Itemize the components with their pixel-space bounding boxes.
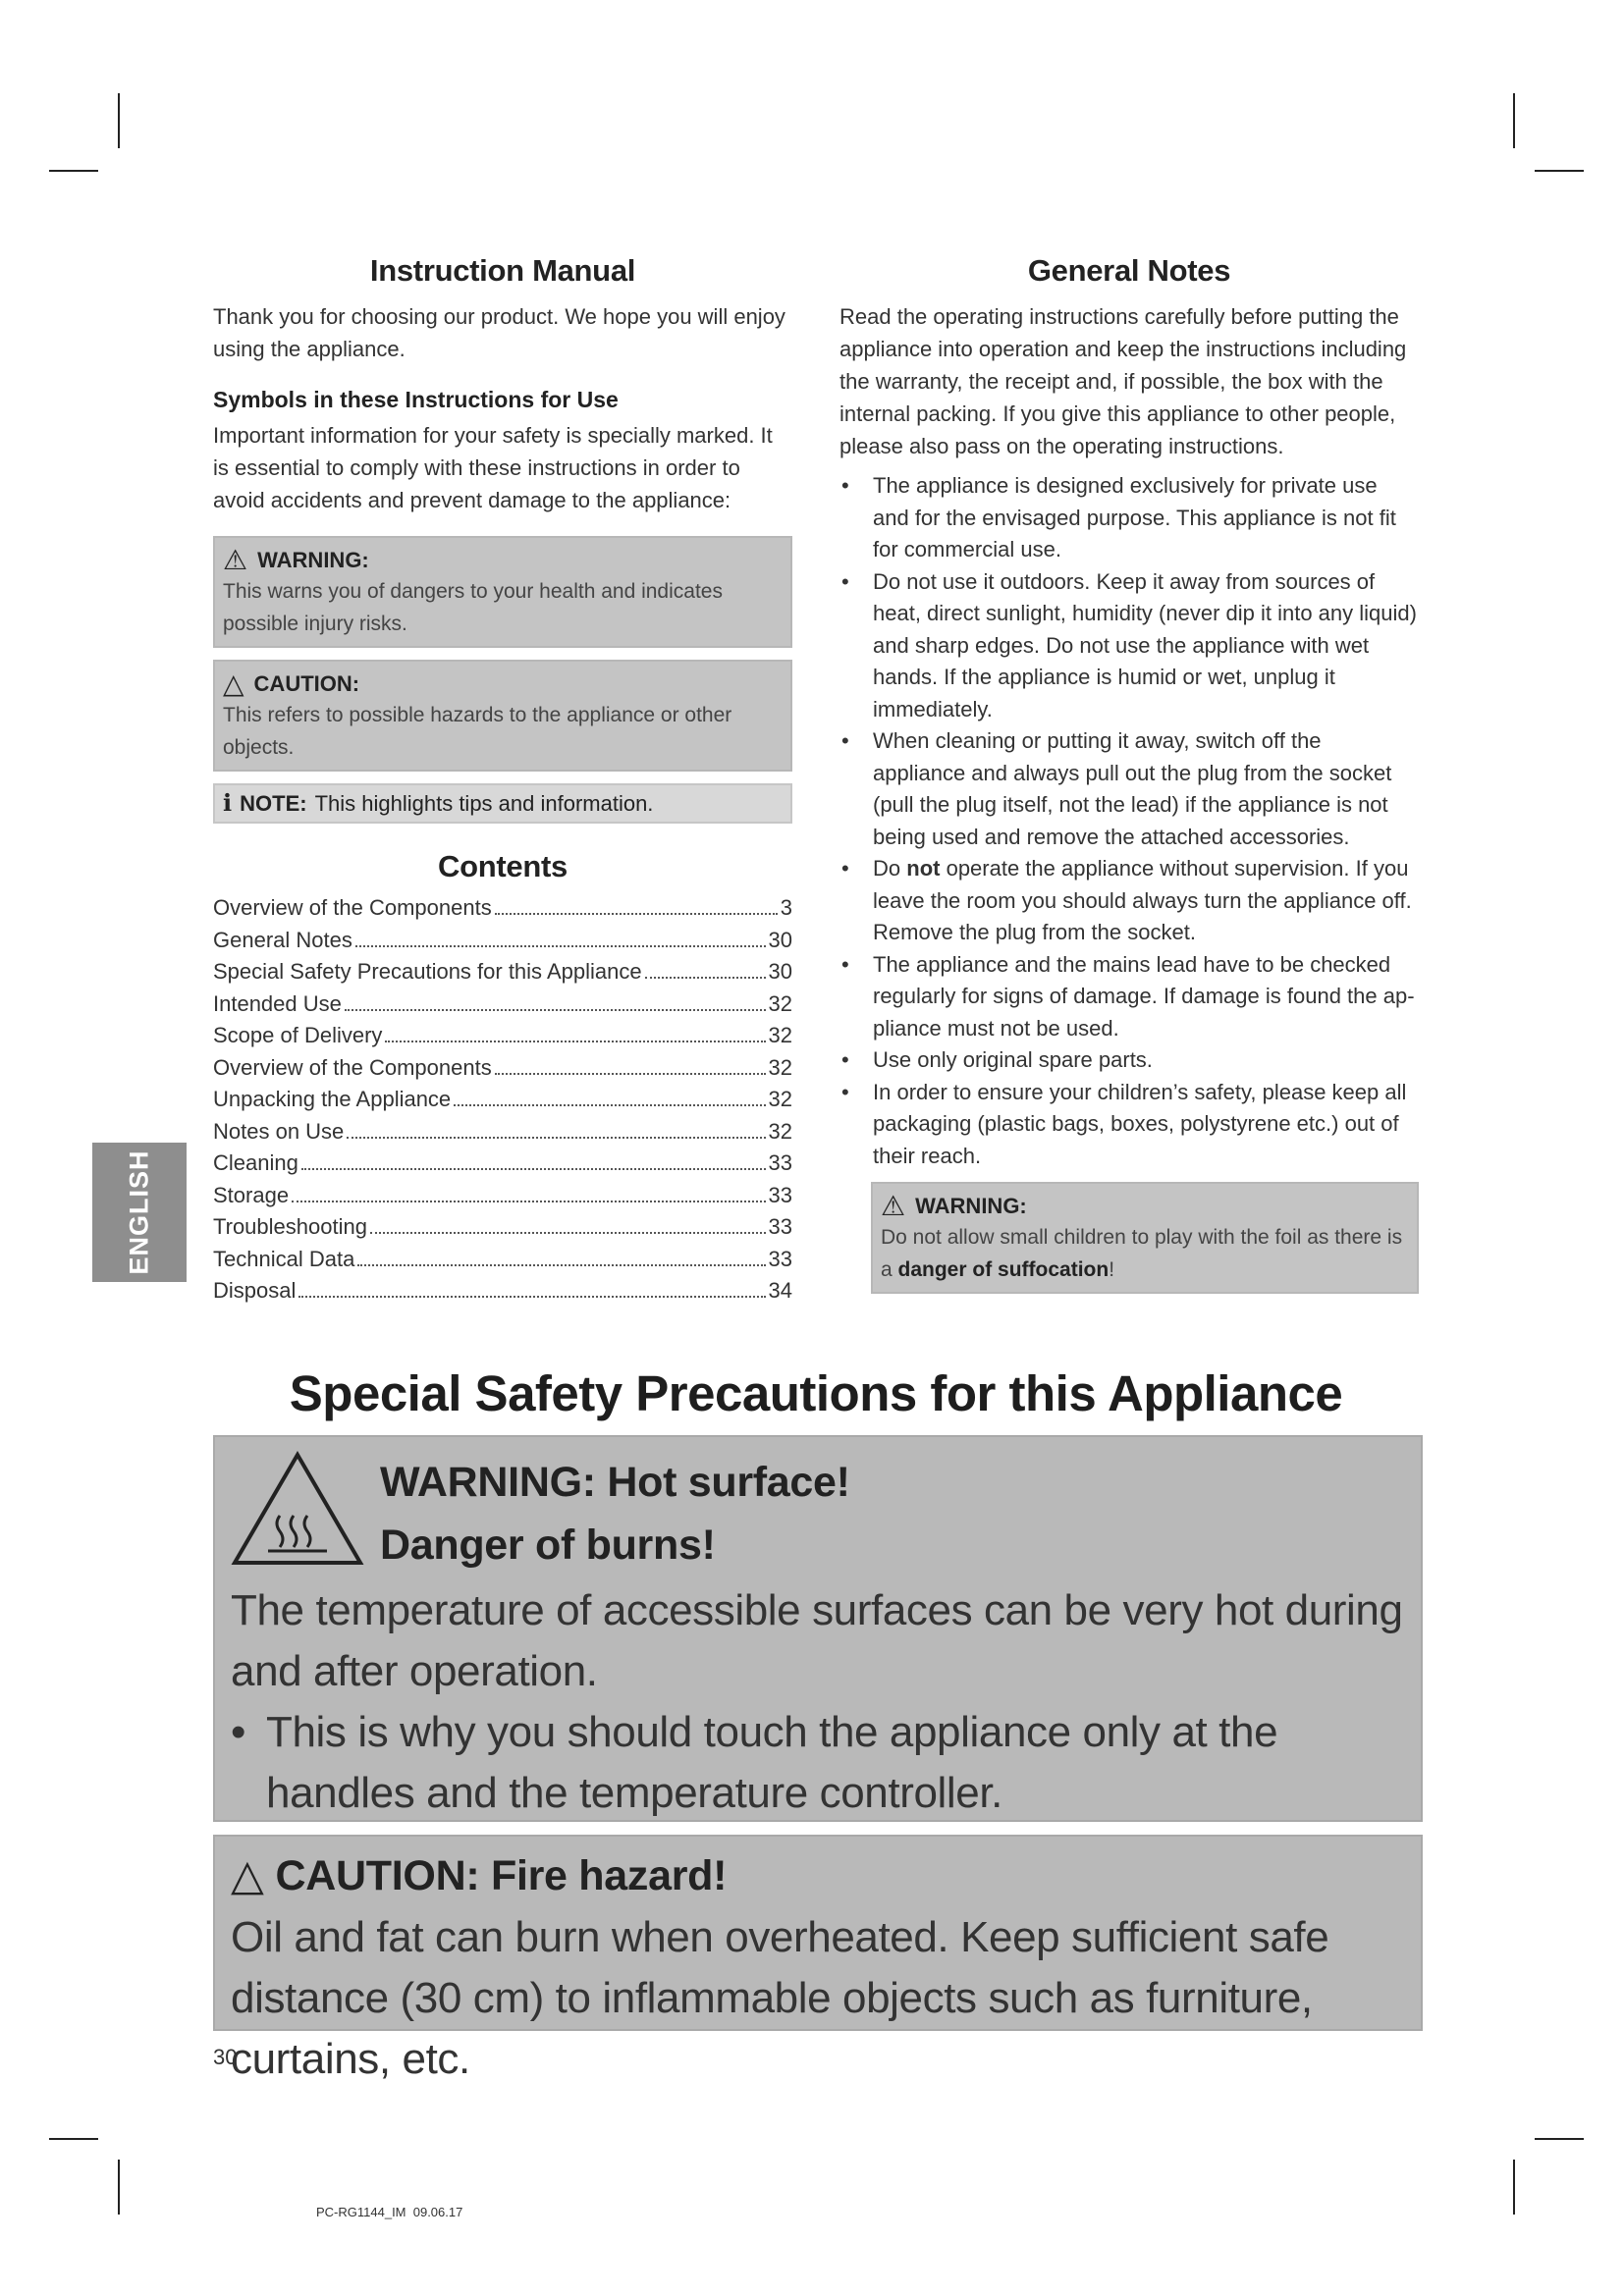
fire-hazard-caution-box (213, 1835, 1423, 2083)
note-box (213, 783, 792, 824)
crop-mark (1535, 2138, 1584, 2140)
list-item: • When cleaning or putting it away, switch off the appliance and always pull out the plug from the socket (pull the plug itself, not the lead) if the appliance is not being used and remove the attached accessories. (841, 728, 1392, 849)
caution-box (213, 660, 792, 772)
hot-surface-head-1: WARNING: Hot surface! (380, 1459, 850, 1506)
warning-text: This warns you of dangers to your health and indicates possible injury risks. (223, 580, 723, 635)
list-item: • The appliance is designed exclusively for private use and for the envisaged purpose. This appliance is not fit for commercial use. (841, 473, 1396, 561)
toc-item[interactable]: Technical Data 33 (213, 1246, 792, 1271)
fire-hazard-head: △ CAUTION: Fire hazard! (231, 1848, 727, 1903)
hot-surface-head-2: Danger of burns! (380, 1522, 716, 1569)
warning-triangle-icon: ⚠ (223, 545, 248, 575)
info-icon: ℹ (223, 790, 233, 817)
list-item: • In order to ensure your children’s safety, please keep all packaging (plastic bags, boxes, polystyrene etc.) out of their reach. (841, 1079, 1407, 1168)
crop-mark (49, 170, 98, 172)
contents-heading: Contents (438, 849, 568, 883)
suffocation-warning-box (871, 1182, 1419, 1294)
warning-title: WARNING: (257, 548, 369, 572)
warning-title: WARNING: (915, 1194, 1027, 1218)
list-item: • Do not operate the appliance without supervision. If you leave the room you should always turn the appliance off. Remove the plug from the socket. (841, 856, 1412, 944)
general-notes-list (839, 470, 1419, 1172)
warning-box (213, 536, 792, 648)
symbols-heading: Symbols in these Instructions for Use (213, 387, 619, 412)
list-item: • The appliance and the mains lead have to be checked regularly for signs of damage. If damage is found the ap-pliance must not be used. (841, 951, 1415, 1041)
toc-item[interactable]: Disposal 34 (213, 1278, 792, 1303)
toc-item[interactable]: General Notes 30 (213, 927, 792, 952)
general-notes-intro: Read the operating instructions carefully before putting the appliance into operation and keep the instructions including the warranty, the receipt and, if possible, the box with the internal packing. If you give this appliance to other people, please also pass on the operating instructions. (839, 304, 1407, 458)
safety-heading: Special Safety Precautions for this Appliance (289, 1365, 1343, 1421)
toc-item[interactable]: Special Safety Precautions for this Appliance 30 (213, 959, 792, 984)
intro-text: Thank you for choosing our product. We hope you will enjoy using the appliance. (213, 304, 785, 361)
crop-mark (1513, 2160, 1515, 2215)
caution-triangle-icon: △ (231, 1851, 264, 1899)
toc-item[interactable]: Notes on Use 32 (213, 1118, 792, 1144)
note-label: NOTE: (240, 790, 307, 816)
crop-mark (1513, 93, 1515, 148)
language-tab-label: ENGLISH (124, 1149, 154, 1275)
toc-item[interactable]: Cleaning 33 (213, 1150, 792, 1175)
caution-title: CAUTION: (253, 671, 360, 696)
right-column (839, 253, 1419, 1294)
toc-item[interactable]: Storage 33 (213, 1182, 792, 1207)
hot-surface-warning-box (213, 1435, 1423, 1822)
toc-item[interactable]: Troubleshooting 33 (213, 1214, 792, 1239)
toc-item[interactable]: Overview of the Components 3 (213, 895, 792, 920)
caution-triangle-icon: △ (223, 668, 244, 699)
note-text: This highlights tips and information. (314, 790, 654, 816)
toc-item[interactable]: Overview of the Components 32 (213, 1054, 792, 1080)
suffocation-warning-text: Do not allow small children to play with the foil as there is a danger of suffocation! (881, 1226, 1403, 1281)
fire-hazard-text: Oil and fat can burn when overheated. Keep sufficient safe distance (30 cm) to inflammable objects such as furniture, curtains, etc. (231, 1913, 1329, 2083)
language-tab (92, 1143, 187, 1282)
hot-surface-text: The temperature of accessible surfaces can be very hot during and after operation. (231, 1586, 1403, 1695)
caution-text: This refers to possible hazards to the appliance or other objects. (223, 704, 732, 759)
instruction-manual-heading: Instruction Manual (369, 253, 636, 288)
hot-surface-warning-icon (229, 1449, 366, 1571)
document-code: PC-RG1144_IM 09.06.17 (316, 2205, 463, 2219)
page-number: 30 (213, 2045, 238, 2069)
crop-mark (118, 93, 120, 148)
warning-triangle-icon: ⚠ (881, 1191, 906, 1221)
crop-mark (1535, 170, 1584, 172)
left-column (213, 253, 792, 1308)
general-notes-heading: General Notes (1027, 253, 1231, 288)
crop-mark (118, 2160, 120, 2215)
hot-surface-bullet: • This is why you should touch the appliance only at the handles and the temperature controller. (231, 1708, 1278, 1817)
list-item: • Do not use it outdoors. Keep it away from sources of heat, direct sunlight, humidity (never dip it into any liquid) and sharp edges. Do not use the appliance with wet hands. If the appliance is humid or wet, unplug it immediately. (841, 568, 1417, 721)
toc-item[interactable]: Intended Use 32 (213, 990, 792, 1016)
list-item: • Use only original spare parts. (841, 1047, 1153, 1072)
toc-item[interactable]: Scope of Delivery 32 (213, 1023, 792, 1047)
table-of-contents (213, 892, 792, 1308)
toc-item[interactable]: Unpacking the Appliance 32 (213, 1087, 792, 1111)
crop-mark (49, 2138, 98, 2140)
symbols-text: Important information for your safety is specially marked. It is essential to comply with these instructions in order to avoid accidents and prevent damage to the appliance: (213, 423, 773, 512)
